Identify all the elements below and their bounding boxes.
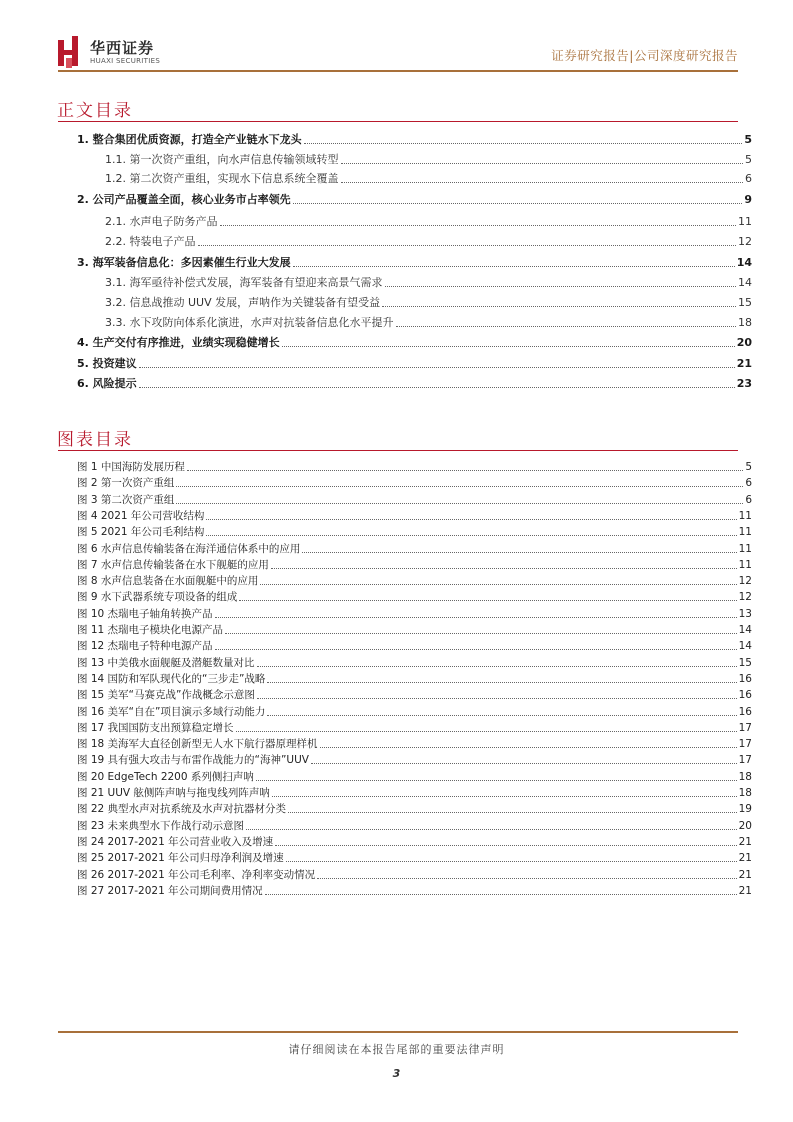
figure-entry-label: 图 26 2017-2021 年公司毛利率、净利率变动情况 <box>77 869 316 881</box>
figure-entry-page: 17 <box>738 738 752 750</box>
toc-entry-page: 5 <box>744 133 752 146</box>
toc-entry-page: 5 <box>745 153 752 166</box>
dot-leader <box>139 387 735 388</box>
toc-entry[interactable] <box>77 188 752 207</box>
figure-entry[interactable] <box>77 523 752 539</box>
figure-entry-label: 图 14 国防和军队现代化的“三步走”战略 <box>77 673 266 685</box>
toc-entry[interactable] <box>105 271 752 290</box>
dot-leader <box>275 845 737 846</box>
figure-entry-page: 5 <box>745 461 752 473</box>
toc-entry-page: 20 <box>736 336 752 349</box>
dot-leader <box>293 266 735 267</box>
figure-entry[interactable] <box>77 507 752 523</box>
figure-entry-label: 图 3 第二次资产重组 <box>77 494 175 506</box>
dot-leader <box>272 796 737 797</box>
figure-entry-page: 6 <box>745 477 752 489</box>
report-type: 证券研究报告|公司深度研究报告 <box>551 48 738 63</box>
figure-entry-label: 图 16 美军“自在”项目演示多域行动能力 <box>77 706 266 718</box>
figure-entry-page: 21 <box>738 836 752 848</box>
figure-entry[interactable] <box>77 882 752 898</box>
dot-leader <box>293 203 743 204</box>
toc-entry-page: 23 <box>736 377 752 390</box>
figure-entry-page: 12 <box>738 575 752 587</box>
figure-entry-label: 图 18 美海军大直径创新型无人水下航行器原理样机 <box>77 738 318 750</box>
dot-leader <box>271 568 737 569</box>
figure-entry-label: 图 2 第一次资产重组 <box>77 477 175 489</box>
dot-leader <box>176 486 743 487</box>
figures-title: 图表目录 <box>57 430 133 450</box>
dot-leader <box>317 878 737 879</box>
huaxi-logo-icon <box>58 36 82 68</box>
figure-entry-label: 图 13 中美俄水面舰艇及潜艇数量对比 <box>77 657 255 669</box>
dot-leader <box>246 829 737 830</box>
dot-leader <box>206 519 736 520</box>
dot-leader <box>265 894 737 895</box>
figure-entry-label: 图 27 2017-2021 年公司期间费用情况 <box>77 885 263 897</box>
figure-entry-page: 17 <box>738 754 752 766</box>
figure-entry-page: 18 <box>738 787 752 799</box>
toc-entry-page: 18 <box>738 316 752 329</box>
dot-leader <box>267 715 736 716</box>
figure-entry[interactable] <box>77 784 752 800</box>
dot-leader <box>341 182 744 183</box>
toc-entry[interactable] <box>105 148 752 167</box>
dot-leader <box>239 600 736 601</box>
dot-leader <box>282 346 735 347</box>
figure-entry-page: 19 <box>738 803 752 815</box>
figure-entry-label: 图 6 水声信息传输装备在海洋通信体系中的应用 <box>77 543 301 555</box>
dot-leader <box>257 698 737 699</box>
figure-entry[interactable] <box>77 588 752 604</box>
dot-leader <box>187 470 743 471</box>
figure-entry[interactable] <box>77 833 752 849</box>
figure-entry-page: 13 <box>738 608 752 620</box>
toc-entry-label: 3.1. 海军亟待补偿式发展，海军装备有望迎来高景气需求 <box>105 276 383 289</box>
figures-title-rule <box>58 450 738 451</box>
figure-entry[interactable] <box>77 703 752 719</box>
toc-entry-label: 3.2. 信息战推动 UUV 发展，声呐作为关键装备有望受益 <box>105 296 381 309</box>
figure-entry-label: 图 23 未来典型水下作战行动示意图 <box>77 820 245 832</box>
dot-leader <box>382 306 736 307</box>
dot-leader <box>320 747 737 748</box>
toc-entry-page: 6 <box>745 172 752 185</box>
toc-entry[interactable] <box>105 291 752 310</box>
toc-title-rule <box>58 121 738 122</box>
page-number: 3 <box>392 1067 401 1080</box>
toc-entry[interactable] <box>77 352 752 371</box>
figure-entry[interactable] <box>77 540 752 556</box>
dot-leader <box>220 225 737 226</box>
figure-entry[interactable] <box>77 866 752 882</box>
figure-entry[interactable] <box>77 458 752 474</box>
figure-entry-label: 图 19 具有强大攻击与布雷作战能力的“海神”UUV <box>77 754 309 766</box>
figure-entry-label: 图 1 中国海防发展历程 <box>77 461 185 473</box>
toc-entry-page: 12 <box>738 235 752 248</box>
figure-entry[interactable] <box>77 751 752 767</box>
dot-leader <box>288 812 737 813</box>
dot-leader <box>225 633 737 634</box>
toc-entry[interactable] <box>77 128 752 147</box>
brand-name-en: HUAXI SECURITIES <box>90 57 161 65</box>
figure-entry[interactable] <box>77 605 752 621</box>
legal-disclaimer: 请仔细阅读在本报告尾部的重要法律声明 <box>288 1043 505 1056</box>
toc-entry-page: 21 <box>736 357 752 370</box>
dot-leader <box>396 326 737 327</box>
toc-entry-label: 4. 生产交付有序推进，业绩实现稳健增长 <box>77 336 280 349</box>
figure-entry-page: 11 <box>738 510 752 522</box>
toc-entry-label: 2. 公司产品覆盖全面，核心业务市占率领先 <box>77 193 291 206</box>
dot-leader <box>302 552 736 553</box>
dot-leader <box>304 143 743 144</box>
figure-entry-page: 11 <box>738 543 752 555</box>
figure-entry[interactable] <box>77 556 752 572</box>
toc-entry[interactable] <box>105 230 752 249</box>
figure-entry-page: 17 <box>738 722 752 734</box>
figure-entry[interactable] <box>77 768 752 784</box>
header-divider <box>58 70 738 72</box>
dot-leader <box>385 286 737 287</box>
figure-entry-page: 6 <box>745 494 752 506</box>
toc-entry[interactable] <box>77 251 752 270</box>
figure-entry-page: 14 <box>738 624 752 636</box>
footer-divider <box>58 1031 738 1033</box>
figure-entry-page: 16 <box>738 706 752 718</box>
toc-entry-page: 15 <box>738 296 752 309</box>
figure-entry-label: 图 21 UUV 舷侧阵声呐与拖曳线列阵声呐 <box>77 787 270 799</box>
figure-entry-page: 21 <box>738 869 752 881</box>
dot-leader <box>215 649 737 650</box>
figure-entry-page: 16 <box>738 673 752 685</box>
figure-entry[interactable] <box>77 849 752 865</box>
figure-entry-label: 图 17 我国国防支出预算稳定增长 <box>77 722 234 734</box>
figure-entry[interactable] <box>77 654 752 670</box>
dot-leader <box>311 763 737 764</box>
toc-entry-label: 1.2. 第二次资产重组，实现水下信息系统全覆盖 <box>105 172 339 185</box>
page-header <box>58 36 738 70</box>
figure-entry[interactable] <box>77 670 752 686</box>
toc-entry[interactable] <box>105 311 752 330</box>
figure-entry-label: 图 25 2017-2021 年公司归母净利润及增速 <box>77 852 284 864</box>
dot-leader <box>236 731 737 732</box>
figure-entry-label: 图 24 2017-2021 年公司营业收入及增速 <box>77 836 274 848</box>
figure-entry-label: 图 20 EdgeTech 2200 系列侧扫声呐 <box>77 771 254 783</box>
dot-leader <box>286 861 737 862</box>
dot-leader <box>257 666 737 667</box>
figure-entry-label: 图 7 水声信息传输装备在水下舰艇的应用 <box>77 559 269 571</box>
dot-leader <box>215 617 737 618</box>
toc-entry-page: 14 <box>736 256 752 269</box>
figure-entry[interactable] <box>77 686 752 702</box>
toc-entry-label: 1. 整合集团优质资源，打造全产业链水下龙头 <box>77 133 302 146</box>
figure-entry-page: 14 <box>738 640 752 652</box>
dot-leader <box>206 535 736 536</box>
toc-entry-label: 6. 风险提示 <box>77 377 137 390</box>
figure-entry-label: 图 11 杰瑞电子模块化电源产品 <box>77 624 224 636</box>
dot-leader <box>176 503 743 504</box>
figure-entry[interactable] <box>77 621 752 637</box>
toc-entry[interactable] <box>77 331 752 350</box>
figure-entry[interactable] <box>77 637 752 653</box>
dot-leader <box>341 163 744 164</box>
toc-entry-label: 2.1. 水声电子防务产品 <box>105 215 218 228</box>
figure-entry-page: 12 <box>738 591 752 603</box>
figure-entry[interactable] <box>77 800 752 816</box>
figure-entry-label: 图 10 杰瑞电子轴角转换产品 <box>77 608 213 620</box>
toc-entry[interactable] <box>77 372 752 391</box>
toc-entry-label: 1.1. 第一次资产重组，向水声信息传输领域转型 <box>105 153 339 166</box>
figure-entry-page: 21 <box>738 885 752 897</box>
figure-entry-page: 21 <box>738 852 752 864</box>
toc-entry[interactable] <box>105 210 752 229</box>
figure-entry-label: 图 15 美军“马赛克战”作战概念示意图 <box>77 689 255 701</box>
toc-entry-label: 3. 海军装备信息化：多因素催生行业大发展 <box>77 256 291 269</box>
toc-entry-page: 14 <box>738 276 752 289</box>
figure-entry-page: 16 <box>738 689 752 701</box>
figure-entry-label: 图 22 典型水声对抗系统及水声对抗器材分类 <box>77 803 287 815</box>
dot-leader <box>256 780 737 781</box>
figure-entry-label: 图 12 杰瑞电子特种电源产品 <box>77 640 213 652</box>
dot-leader <box>198 245 737 246</box>
figure-entry[interactable] <box>77 817 752 833</box>
figure-entry-page: 18 <box>738 771 752 783</box>
toc-entry-label: 5. 投资建议 <box>77 357 137 370</box>
figure-entry-label: 图 8 水声信息装备在水面舰艇中的应用 <box>77 575 259 587</box>
figure-entry-label: 图 9 水下武器系统专项设备的组成 <box>77 591 238 603</box>
figure-entry[interactable] <box>77 735 752 751</box>
figure-entry-page: 15 <box>738 657 752 669</box>
figure-entry[interactable] <box>77 572 752 588</box>
figure-entry-page: 11 <box>738 526 752 538</box>
toc-entry[interactable] <box>105 167 752 186</box>
figure-entry-page: 11 <box>738 559 752 571</box>
brand-name-cn: 华西证券 <box>90 39 155 57</box>
figure-entry-page: 20 <box>738 820 752 832</box>
dot-leader <box>260 584 736 585</box>
figure-entry[interactable] <box>77 491 752 507</box>
dot-leader <box>139 367 735 368</box>
figure-entry-label: 图 4 2021 年公司营收结构 <box>77 510 205 522</box>
toc-entry-label: 3.3. 水下攻防向体系化演进，水声对抗装备信息化水平提升 <box>105 316 394 329</box>
figure-entry-label: 图 5 2021 年公司毛利结构 <box>77 526 205 538</box>
toc-title: 正文目录 <box>57 101 133 121</box>
toc-entry-page: 9 <box>744 193 752 206</box>
figure-entry[interactable] <box>77 719 752 735</box>
toc-entry-page: 11 <box>738 215 752 228</box>
dot-leader <box>267 682 736 683</box>
figure-entry[interactable] <box>77 474 752 490</box>
toc-entry-label: 2.2. 特装电子产品 <box>105 235 196 248</box>
